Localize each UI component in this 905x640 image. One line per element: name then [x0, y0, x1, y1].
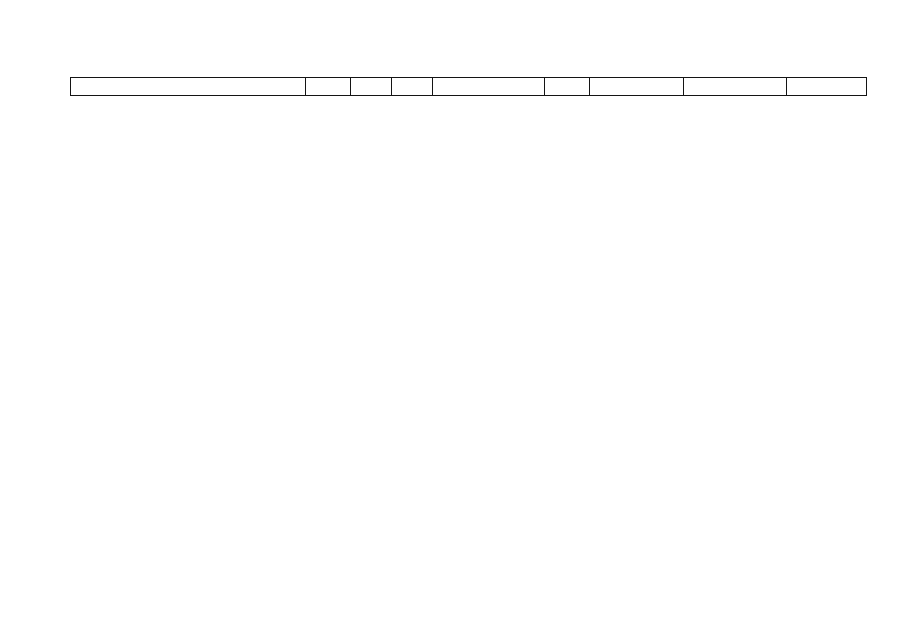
header-2021 [787, 78, 866, 95]
header-2020 [684, 78, 787, 95]
header-name [71, 78, 306, 95]
header-pr [392, 78, 433, 95]
header-2019 [590, 78, 684, 95]
header-csr [433, 78, 545, 95]
table-header [70, 77, 867, 96]
header-vr [545, 78, 590, 95]
header-rz [351, 78, 392, 95]
header-ved [306, 78, 351, 95]
